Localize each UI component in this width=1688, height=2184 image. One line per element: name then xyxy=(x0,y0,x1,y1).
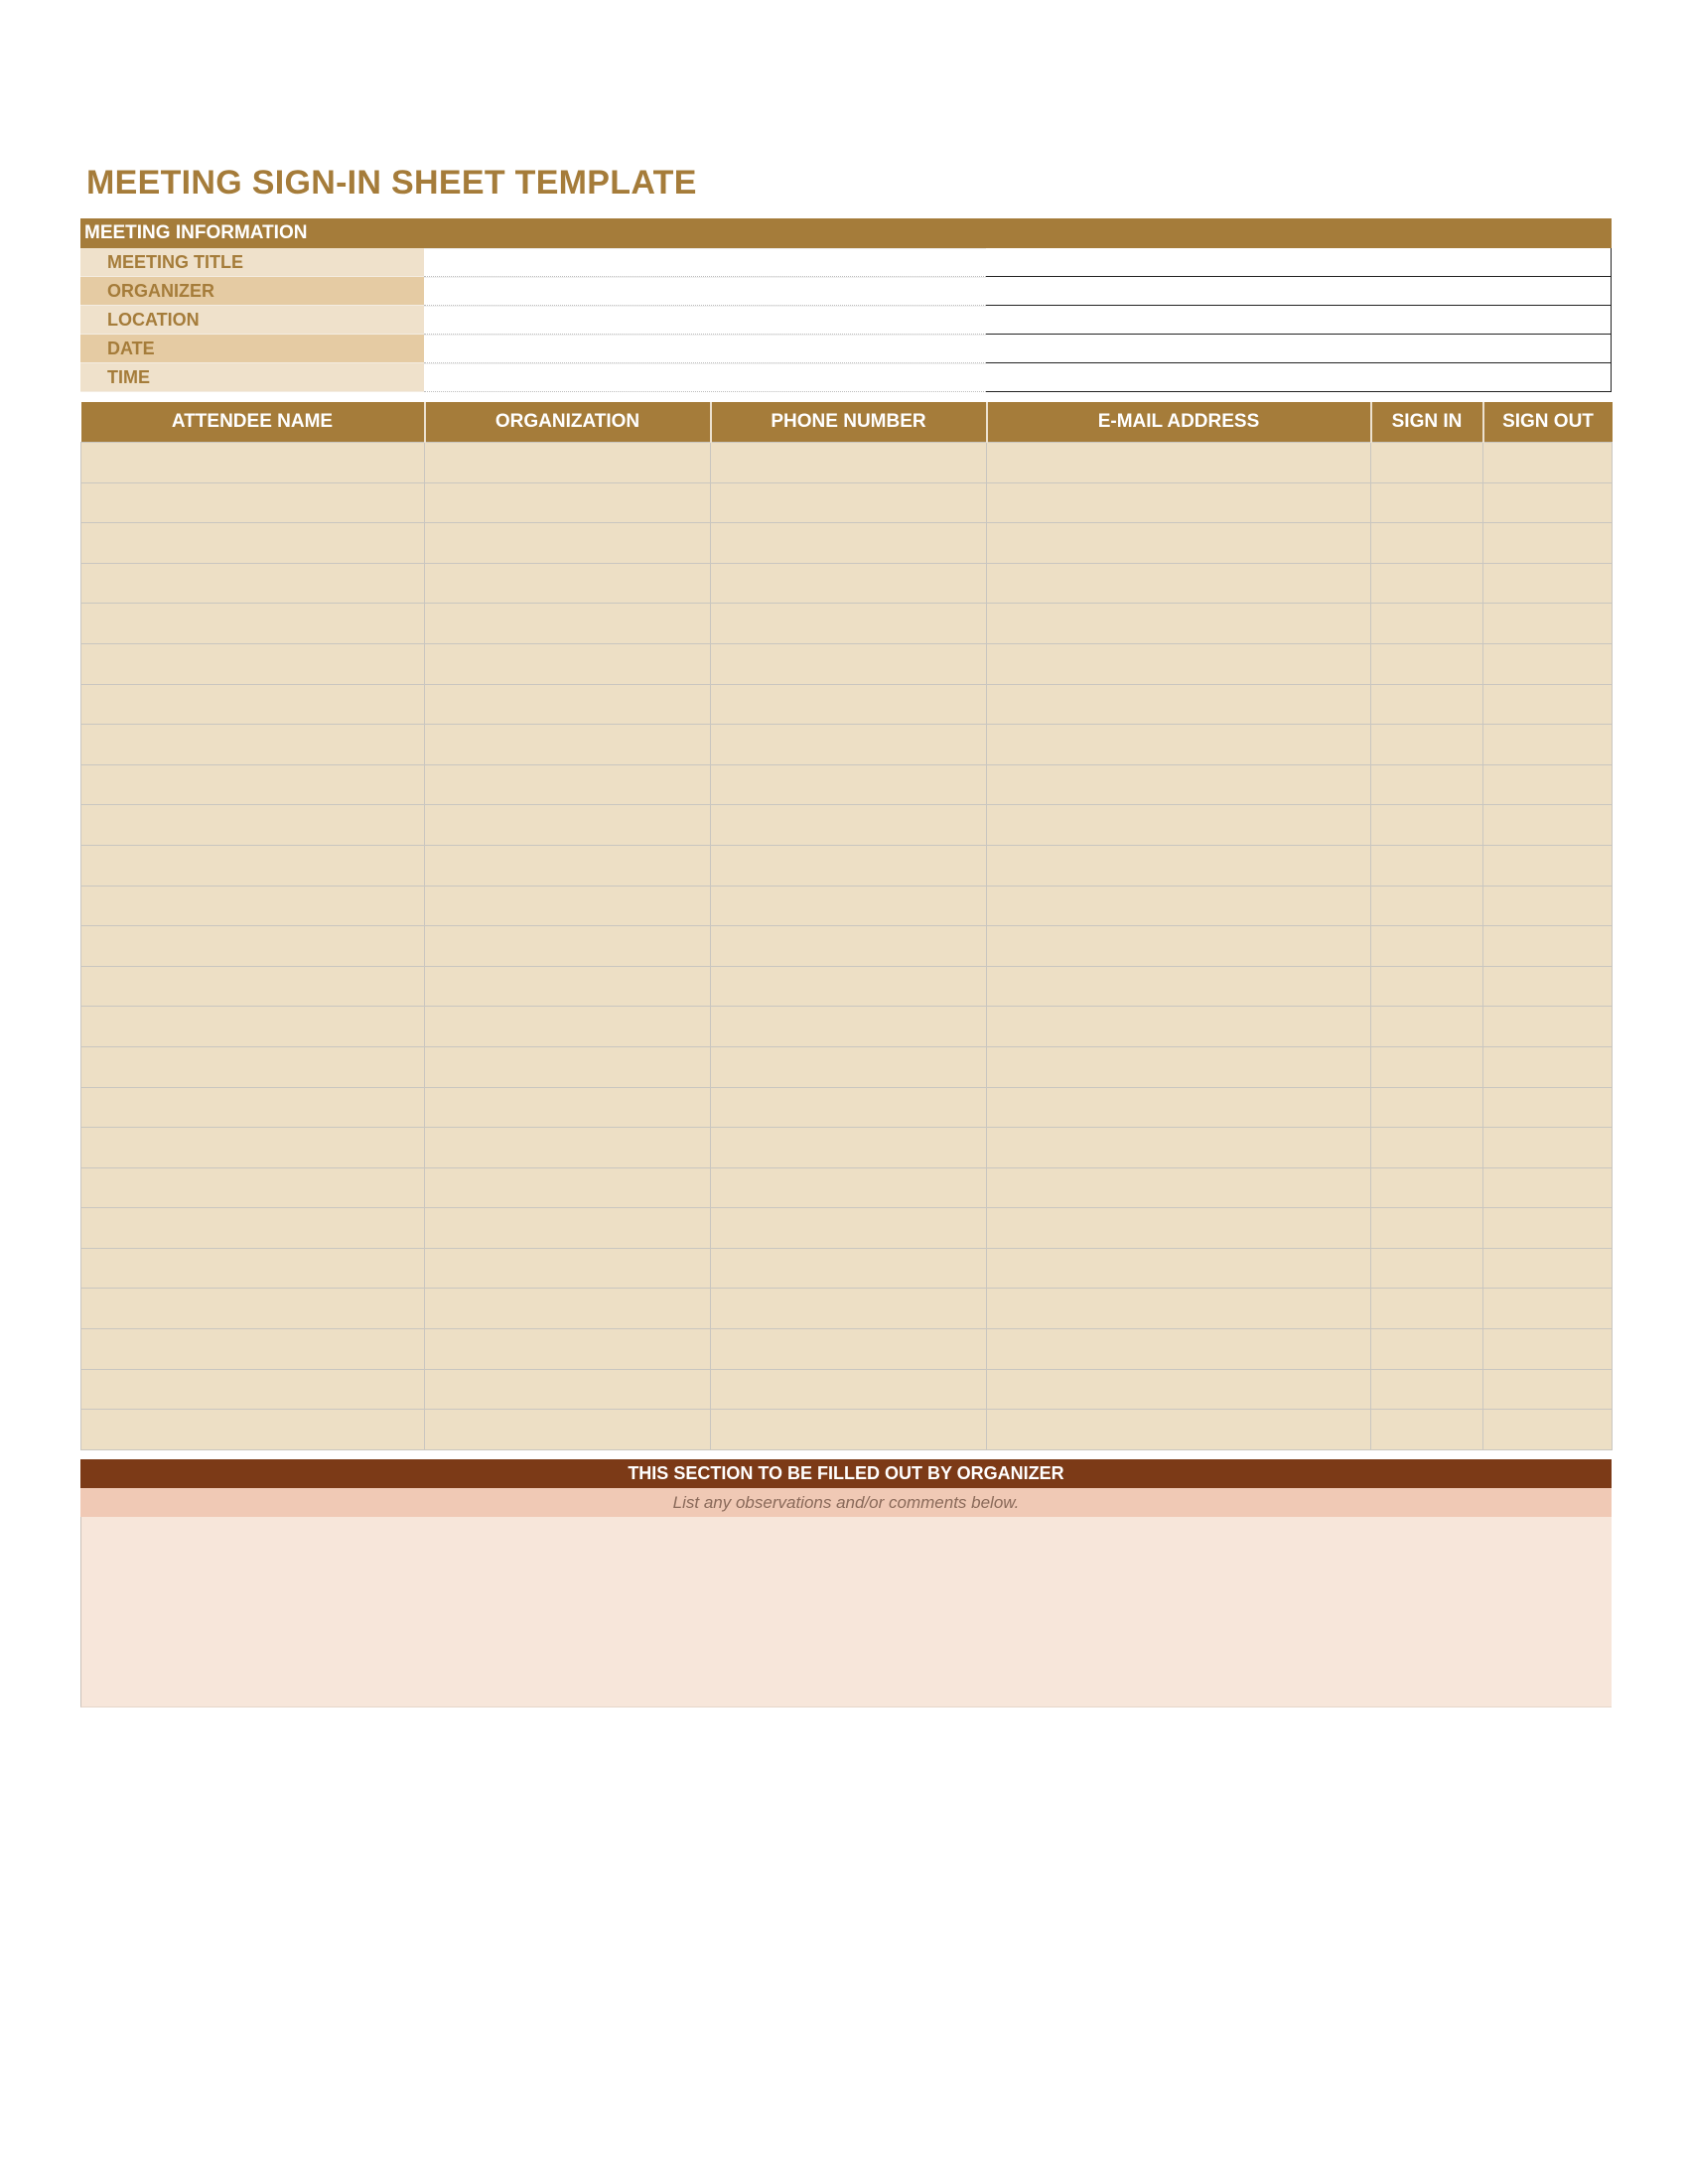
phone-number-cell[interactable] xyxy=(711,1248,987,1289)
attendee-name-cell[interactable] xyxy=(81,1410,425,1450)
email-address-cell[interactable] xyxy=(987,643,1371,684)
email-address-cell[interactable] xyxy=(987,764,1371,805)
sign-in-cell[interactable] xyxy=(1371,1289,1483,1329)
sign-in-cell[interactable] xyxy=(1371,643,1483,684)
email-address-cell[interactable] xyxy=(987,966,1371,1007)
meeting-info-row-organizer xyxy=(80,277,1612,306)
sign-out-cell[interactable] xyxy=(1483,1128,1613,1168)
sign-out-cell[interactable] xyxy=(1483,523,1613,564)
sign-in-cell[interactable] xyxy=(1371,966,1483,1007)
sign-out-cell[interactable] xyxy=(1483,1289,1613,1329)
table-row xyxy=(81,1369,1613,1410)
sign-in-cell[interactable] xyxy=(1371,845,1483,886)
sign-out-cell[interactable] xyxy=(1483,684,1613,725)
page-title: MEETING SIGN-IN SHEET TEMPLATE xyxy=(86,164,697,202)
email-address-cell[interactable] xyxy=(987,1007,1371,1047)
sign-in-cell[interactable] xyxy=(1371,1248,1483,1289)
attendee-name-cell[interactable] xyxy=(81,1167,425,1208)
sign-out-cell[interactable] xyxy=(1483,482,1613,523)
organizer-section-instruction: List any observations and/or comments below. xyxy=(80,1488,1612,1517)
email-address-cell[interactable] xyxy=(987,805,1371,846)
sign-out-cell[interactable] xyxy=(1483,1007,1613,1047)
organization-cell[interactable] xyxy=(425,764,711,805)
phone-number-cell[interactable] xyxy=(711,443,987,483)
phone-number-cell[interactable] xyxy=(711,1208,987,1249)
sign-in-cell[interactable] xyxy=(1371,1167,1483,1208)
phone-number-cell[interactable] xyxy=(711,725,987,765)
sign-in-cell[interactable] xyxy=(1371,443,1483,483)
organization-cell[interactable] xyxy=(425,563,711,604)
attendee-name-cell[interactable] xyxy=(81,482,425,523)
time-field-extended[interactable] xyxy=(986,363,1612,392)
sign-out-cell[interactable] xyxy=(1483,966,1613,1007)
attendee-name-cell[interactable] xyxy=(81,1208,425,1249)
attendee-name-cell[interactable] xyxy=(81,926,425,967)
meeting-info-section xyxy=(80,218,1612,392)
email-address-cell[interactable] xyxy=(987,1248,1371,1289)
organization-cell[interactable] xyxy=(425,1369,711,1410)
sign-in-cell[interactable] xyxy=(1371,764,1483,805)
table-row xyxy=(81,1248,1613,1289)
sign-out-cell[interactable] xyxy=(1483,805,1613,846)
email-address-cell[interactable] xyxy=(987,523,1371,564)
attendee-table xyxy=(80,402,1613,1450)
sign-in-cell[interactable] xyxy=(1371,805,1483,846)
organizer-field-extended[interactable] xyxy=(986,277,1612,306)
table-row xyxy=(81,966,1613,1007)
sign-out-cell[interactable] xyxy=(1483,1208,1613,1249)
sign-out-cell[interactable] xyxy=(1483,886,1613,926)
email-address-cell[interactable] xyxy=(987,1369,1371,1410)
date-field[interactable] xyxy=(424,335,986,363)
column-header-attendee-name: ATTENDEE NAME xyxy=(81,402,425,443)
table-row xyxy=(81,886,1613,926)
organization-cell[interactable] xyxy=(425,1087,711,1128)
sign-in-cell[interactable] xyxy=(1371,1208,1483,1249)
attendee-name-cell[interactable] xyxy=(81,764,425,805)
organization-cell[interactable] xyxy=(425,805,711,846)
email-address-cell[interactable] xyxy=(987,926,1371,967)
location-field[interactable] xyxy=(424,306,986,335)
meeting-info-row-title xyxy=(80,248,1612,277)
phone-number-cell[interactable] xyxy=(711,482,987,523)
sign-out-cell[interactable] xyxy=(1483,643,1613,684)
sign-out-cell[interactable] xyxy=(1483,1087,1613,1128)
organization-cell[interactable] xyxy=(425,482,711,523)
phone-number-cell[interactable] xyxy=(711,1167,987,1208)
organization-cell[interactable] xyxy=(425,684,711,725)
table-row xyxy=(81,1128,1613,1168)
email-address-cell[interactable] xyxy=(987,482,1371,523)
table-row xyxy=(81,1087,1613,1128)
table-row xyxy=(81,563,1613,604)
table-row xyxy=(81,1410,1613,1450)
email-address-cell[interactable] xyxy=(987,845,1371,886)
email-address-cell[interactable] xyxy=(987,1329,1371,1370)
table-row xyxy=(81,1007,1613,1047)
sign-in-cell[interactable] xyxy=(1371,886,1483,926)
organization-cell[interactable] xyxy=(425,1248,711,1289)
email-address-cell[interactable] xyxy=(987,563,1371,604)
date-field-extended[interactable] xyxy=(986,335,1612,363)
meeting-info-header: MEETING INFORMATION xyxy=(80,218,1612,248)
attendee-name-cell[interactable] xyxy=(81,1289,425,1329)
phone-number-cell[interactable] xyxy=(711,684,987,725)
attendee-name-cell[interactable] xyxy=(81,604,425,644)
column-header-email-address: E-MAIL ADDRESS xyxy=(987,402,1371,443)
phone-number-cell[interactable] xyxy=(711,563,987,604)
attendee-name-cell[interactable] xyxy=(81,966,425,1007)
email-address-cell[interactable] xyxy=(987,1208,1371,1249)
phone-number-cell[interactable] xyxy=(711,764,987,805)
phone-number-cell[interactable] xyxy=(711,1087,987,1128)
meeting-info-row-location xyxy=(80,306,1612,335)
phone-number-cell[interactable] xyxy=(711,966,987,1007)
organization-cell[interactable] xyxy=(425,523,711,564)
phone-number-cell[interactable] xyxy=(711,1369,987,1410)
meeting-title-field-extended[interactable] xyxy=(986,248,1612,277)
table-row xyxy=(81,926,1613,967)
organization-cell[interactable] xyxy=(425,886,711,926)
table-row xyxy=(81,684,1613,725)
time-label: TIME xyxy=(80,363,424,392)
email-address-cell[interactable] xyxy=(987,1410,1371,1450)
sign-out-cell[interactable] xyxy=(1483,604,1613,644)
attendee-table-body xyxy=(81,443,1613,1450)
organization-cell[interactable] xyxy=(425,1289,711,1329)
organization-cell[interactable] xyxy=(425,1128,711,1168)
phone-number-cell[interactable] xyxy=(711,805,987,846)
phone-number-cell[interactable] xyxy=(711,886,987,926)
sign-in-cell[interactable] xyxy=(1371,604,1483,644)
attendee-name-cell[interactable] xyxy=(81,886,425,926)
sign-out-cell[interactable] xyxy=(1483,725,1613,765)
phone-number-cell[interactable] xyxy=(711,1329,987,1370)
phone-number-cell[interactable] xyxy=(711,926,987,967)
organizer-section-header: THIS SECTION TO BE FILLED OUT BY ORGANIZER xyxy=(80,1459,1612,1488)
sign-out-cell[interactable] xyxy=(1483,1248,1613,1289)
email-address-cell[interactable] xyxy=(987,725,1371,765)
table-row xyxy=(81,1046,1613,1087)
attendee-name-cell[interactable] xyxy=(81,1128,425,1168)
attendee-table-header-row xyxy=(81,402,1613,443)
email-address-cell[interactable] xyxy=(987,1128,1371,1168)
column-header-sign-out: SIGN OUT xyxy=(1483,402,1613,443)
table-row xyxy=(81,523,1613,564)
sign-out-cell[interactable] xyxy=(1483,1369,1613,1410)
location-label: LOCATION xyxy=(80,306,424,335)
email-address-cell[interactable] xyxy=(987,604,1371,644)
sign-in-cell[interactable] xyxy=(1371,684,1483,725)
attendee-name-cell[interactable] xyxy=(81,725,425,765)
organization-cell[interactable] xyxy=(425,643,711,684)
organization-cell[interactable] xyxy=(425,926,711,967)
column-header-organization: ORGANIZATION xyxy=(425,402,711,443)
sign-in-cell[interactable] xyxy=(1371,1046,1483,1087)
table-row xyxy=(81,764,1613,805)
sign-in-cell[interactable] xyxy=(1371,563,1483,604)
sign-out-cell[interactable] xyxy=(1483,1167,1613,1208)
sign-in-cell[interactable] xyxy=(1371,1369,1483,1410)
organization-cell[interactable] xyxy=(425,966,711,1007)
organizer-label: ORGANIZER xyxy=(80,277,424,306)
phone-number-cell[interactable] xyxy=(711,1007,987,1047)
organizer-section xyxy=(80,1459,1612,1707)
sign-in-cell[interactable] xyxy=(1371,523,1483,564)
sign-out-cell[interactable] xyxy=(1483,926,1613,967)
sign-out-cell[interactable] xyxy=(1483,845,1613,886)
organization-cell[interactable] xyxy=(425,1046,711,1087)
attendee-name-cell[interactable] xyxy=(81,684,425,725)
attendee-name-cell[interactable] xyxy=(81,805,425,846)
organization-cell[interactable] xyxy=(425,1167,711,1208)
sign-out-cell[interactable] xyxy=(1483,563,1613,604)
email-address-cell[interactable] xyxy=(987,1046,1371,1087)
table-row xyxy=(81,643,1613,684)
email-address-cell[interactable] xyxy=(987,1087,1371,1128)
attendee-name-cell[interactable] xyxy=(81,1369,425,1410)
sign-out-cell[interactable] xyxy=(1483,1410,1613,1450)
phone-number-cell[interactable] xyxy=(711,604,987,644)
column-header-phone-number: PHONE NUMBER xyxy=(711,402,987,443)
location-field-extended[interactable] xyxy=(986,306,1612,335)
phone-number-cell[interactable] xyxy=(711,845,987,886)
sign-in-cell[interactable] xyxy=(1371,482,1483,523)
attendee-name-cell[interactable] xyxy=(81,563,425,604)
email-address-cell[interactable] xyxy=(987,443,1371,483)
organizer-field[interactable] xyxy=(424,277,986,306)
organization-cell[interactable] xyxy=(425,1007,711,1047)
sign-out-cell[interactable] xyxy=(1483,443,1613,483)
organization-cell[interactable] xyxy=(425,1208,711,1249)
meeting-info-row-date xyxy=(80,335,1612,363)
attendee-name-cell[interactable] xyxy=(81,1087,425,1128)
sign-in-cell[interactable] xyxy=(1371,1087,1483,1128)
sign-in-cell[interactable] xyxy=(1371,1007,1483,1047)
date-label: DATE xyxy=(80,335,424,363)
organizer-comments-area[interactable] xyxy=(80,1517,1612,1707)
email-address-cell[interactable] xyxy=(987,1167,1371,1208)
email-address-cell[interactable] xyxy=(987,886,1371,926)
meeting-info-row-time xyxy=(80,363,1612,392)
sign-in-cell[interactable] xyxy=(1371,725,1483,765)
email-address-cell[interactable] xyxy=(987,684,1371,725)
meeting-title-field[interactable] xyxy=(424,248,986,277)
organization-cell[interactable] xyxy=(425,725,711,765)
attendee-name-cell[interactable] xyxy=(81,1329,425,1370)
table-row xyxy=(81,1289,1613,1329)
table-row xyxy=(81,482,1613,523)
phone-number-cell[interactable] xyxy=(711,643,987,684)
organization-cell[interactable] xyxy=(425,1410,711,1450)
phone-number-cell[interactable] xyxy=(711,1128,987,1168)
email-address-cell[interactable] xyxy=(987,1289,1371,1329)
attendee-name-cell[interactable] xyxy=(81,1248,425,1289)
sign-in-cell[interactable] xyxy=(1371,1128,1483,1168)
attendee-name-cell[interactable] xyxy=(81,643,425,684)
phone-number-cell[interactable] xyxy=(711,1289,987,1329)
sign-out-cell[interactable] xyxy=(1483,764,1613,805)
column-header-sign-in: SIGN IN xyxy=(1371,402,1483,443)
sign-out-cell[interactable] xyxy=(1483,1046,1613,1087)
attendee-name-cell[interactable] xyxy=(81,1007,425,1047)
organization-cell[interactable] xyxy=(425,845,711,886)
sign-out-cell[interactable] xyxy=(1483,1329,1613,1370)
organization-cell[interactable] xyxy=(425,443,711,483)
table-row xyxy=(81,1329,1613,1370)
phone-number-cell[interactable] xyxy=(711,1046,987,1087)
attendee-name-cell[interactable] xyxy=(81,845,425,886)
attendee-name-cell[interactable] xyxy=(81,1046,425,1087)
meeting-title-label: MEETING TITLE xyxy=(80,248,424,277)
table-row xyxy=(81,845,1613,886)
attendee-name-cell[interactable] xyxy=(81,523,425,564)
table-row xyxy=(81,725,1613,765)
sign-in-cell[interactable] xyxy=(1371,1410,1483,1450)
attendee-name-cell[interactable] xyxy=(81,443,425,483)
table-row xyxy=(81,1167,1613,1208)
organization-cell[interactable] xyxy=(425,604,711,644)
sign-in-cell[interactable] xyxy=(1371,1329,1483,1370)
table-row xyxy=(81,1208,1613,1249)
phone-number-cell[interactable] xyxy=(711,523,987,564)
table-row xyxy=(81,443,1613,483)
table-row xyxy=(81,604,1613,644)
phone-number-cell[interactable] xyxy=(711,1410,987,1450)
time-field[interactable] xyxy=(424,363,986,392)
organization-cell[interactable] xyxy=(425,1329,711,1370)
table-row xyxy=(81,805,1613,846)
sign-in-cell[interactable] xyxy=(1371,926,1483,967)
